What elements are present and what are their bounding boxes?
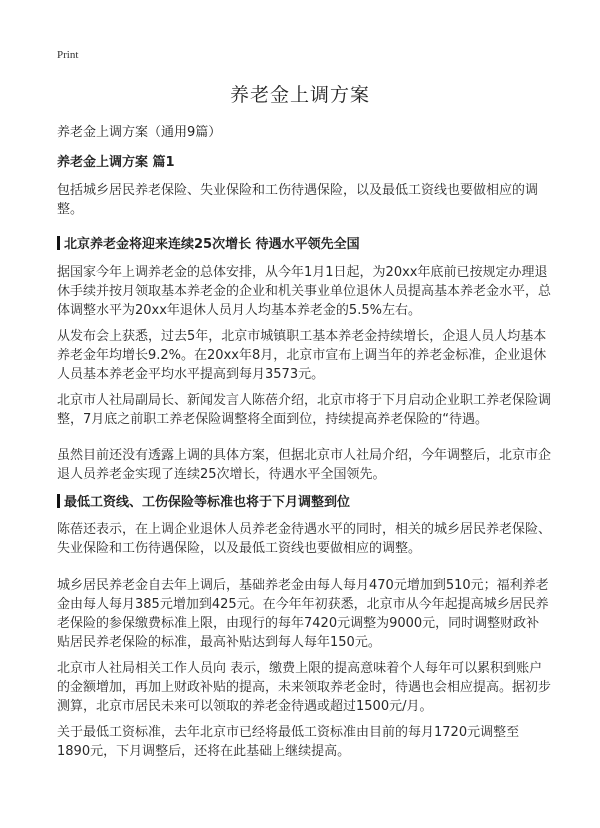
section-heading: 养老金上调方案 篇1 bbox=[57, 155, 175, 170]
paragraph-3: 从发布会上获悉，过去5年，北京市城镇职工基本养老金持续增长，企退人员人均基本养老金年均增长9.2%。在20xx年8月，北京市宣布上调当年的养老金标准，企业退休人员基本养老金平均水平提高到每月3573元。 bbox=[57, 329, 547, 382]
subheading-minimum-wage bbox=[57, 491, 560, 510]
print-link[interactable]: Print bbox=[57, 49, 79, 61]
heading-bar-marker bbox=[57, 494, 60, 508]
paragraph-5: 虽然目前还没有透露上调的具体方案，但据北京市人社局介绍，今年调整后，北京市企退人员养老金实现了连续25次增长，待遇水平全国领先。 bbox=[57, 448, 552, 482]
paragraph-1: 包括城乡居民养老保险、失业保险和工伤待遇保险，以及最低工资线也要做相应的调整。 bbox=[57, 183, 539, 217]
paragraph-6: 陈蓓还表示，在上调企业退休人员养老金待遇水平的同时，相关的城乡居民养老保险、失业保险和工伤待遇保险，以及最低工资线也要做相应的调整。 bbox=[57, 522, 552, 556]
document-subtitle: 养老金上调方案（通用9篇） bbox=[57, 125, 222, 140]
subheading-text: 北京养老金将迎来连续25次增长 待遇水平领先全国 bbox=[64, 237, 360, 252]
paragraph-2: 据国家今年上调养老金的总体安排，从今年1月1日起，为20xx年底前已按规定办理退休手续并按月领取基本养老金的企业和机关事业单位退休人员提高基本养老金水平，总体调整水平为20xx年退休人员月人均基本养老金的5.5%左右。 bbox=[57, 265, 552, 318]
paragraph-4: 北京市人社局副局长、新闻发言人陈蓓介绍，北京市将于下月启动企业职工养老保险调整，7月底之前职工养老保险调整将全面到位，持续提高养老保险的“待遇。 bbox=[57, 393, 552, 427]
heading-bar-marker bbox=[57, 236, 60, 250]
subheading-pension-growth bbox=[57, 233, 560, 252]
paragraph-9: 关于最低工资标准，去年北京市已经将最低工资标准由目前的每月1720元调整至1890元，下月调整后，还将在此基础上继续提高。 bbox=[57, 725, 520, 759]
page-title: 养老金上调方案 bbox=[229, 84, 370, 106]
paragraph-8: 北京市人社局相关工作人员向 表示，缴费上限的提高意味着个人每年可以累积到账户的金额增加，再加上财政补贴的提高，未来领取养老金时，待遇也会相应提高。据初步测算，北京市居民未来可以领取的养老金待遇或超过1500元/月。 bbox=[57, 661, 552, 714]
subheading-text: 最低工资线、工伤保险等标准也将于下月调整到位 bbox=[64, 495, 351, 510]
paragraph-7: 城乡居民养老金自去年上调后，基础养老金由每人每月470元增加到510元；福利养老金由每人每月385元增加到425元。在今年年初获悉，北京市从今年起提高城乡居民养老保险的参保缴费标准上限，由现行的每年7420元调整为9000元，同时调整财政补贴居民养老保险的标准，最高补贴达到每人每年150元。 bbox=[57, 578, 549, 650]
